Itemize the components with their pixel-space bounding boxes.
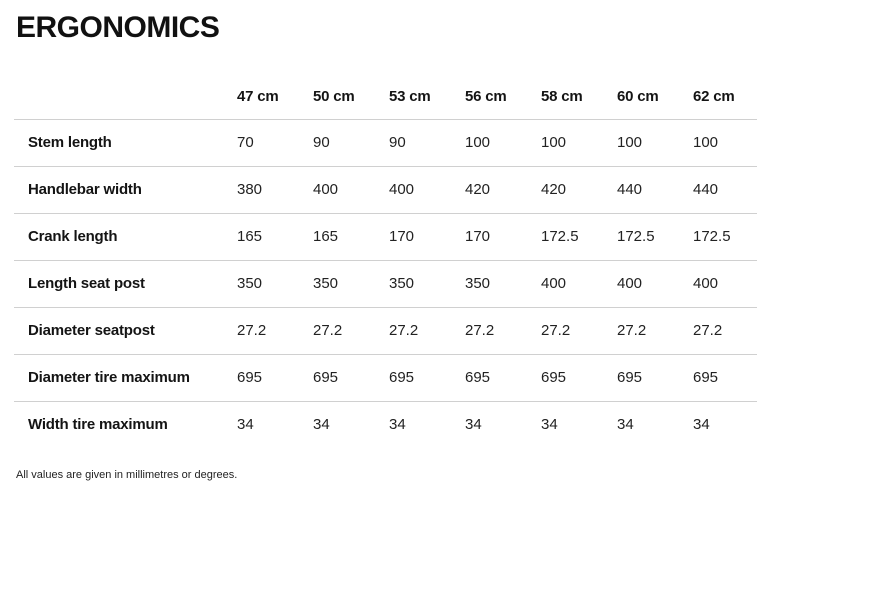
value-cell: 400 [541, 275, 567, 292]
row-label: Diameter seatpost [28, 322, 155, 339]
value-cell: 90 [389, 134, 406, 151]
value-cell: 34 [465, 416, 482, 434]
ergonomics-table [14, 74, 757, 448]
value-cell: 27.2 [541, 322, 571, 339]
value-cell: 420 [541, 181, 567, 198]
value-cell: 350 [313, 275, 339, 292]
value-cell: 165 [237, 228, 263, 245]
value-cell: 170 [465, 228, 491, 245]
value-cell: 695 [693, 369, 719, 386]
row-label: Stem length [28, 134, 112, 151]
table-row [14, 119, 757, 166]
value-cell: 27.2 [237, 322, 267, 339]
value-cell: 27.2 [693, 322, 723, 339]
value-cell: 350 [389, 275, 415, 292]
value-cell: 400 [313, 181, 339, 198]
value-cell: 695 [237, 369, 263, 386]
value-cell: 90 [313, 134, 330, 151]
value-cell: 34 [541, 416, 558, 434]
value-cell: 34 [693, 416, 710, 434]
value-cell: 350 [237, 275, 263, 292]
value-cell: 172.5 [693, 228, 731, 245]
row-label: Diameter tire maximum [28, 369, 190, 386]
size-header: 58 cm [541, 87, 583, 105]
size-header: 50 cm [313, 87, 355, 105]
page-title: ERGONOMICS [16, 11, 220, 44]
table-row [14, 260, 757, 307]
value-cell: 440 [617, 181, 643, 198]
size-header: 62 cm [693, 87, 735, 105]
table-row [14, 401, 757, 448]
value-cell: 165 [313, 228, 339, 245]
row-label: Length seat post [28, 275, 145, 292]
value-cell: 695 [541, 369, 567, 386]
value-cell: 695 [465, 369, 491, 386]
table-footnote: All values are given in millimetres or degrees. [16, 469, 238, 481]
value-cell: 27.2 [313, 322, 343, 339]
value-cell: 34 [617, 416, 634, 434]
value-cell: 400 [389, 181, 415, 198]
value-cell: 100 [693, 134, 719, 151]
value-cell: 170 [389, 228, 415, 245]
value-cell: 100 [541, 134, 567, 151]
size-header: 56 cm [465, 87, 507, 105]
value-cell: 380 [237, 181, 263, 198]
value-cell: 27.2 [465, 322, 495, 339]
corner-cell [14, 74, 237, 119]
size-header: 53 cm [389, 87, 431, 105]
value-cell: 420 [465, 181, 491, 198]
value-cell: 400 [693, 275, 719, 292]
size-header: 47 cm [237, 87, 279, 105]
table-row [14, 213, 757, 260]
row-label: Crank length [28, 228, 118, 245]
value-cell: 27.2 [617, 322, 647, 339]
size-header: 60 cm [617, 87, 659, 105]
value-cell: 350 [465, 275, 491, 292]
value-cell: 172.5 [617, 228, 655, 245]
value-cell: 440 [693, 181, 719, 198]
value-cell: 34 [313, 416, 330, 434]
table-row [14, 166, 757, 213]
row-label: Handlebar width [28, 181, 142, 198]
table-body [14, 119, 757, 448]
table-header-row [14, 74, 757, 119]
table-row [14, 354, 757, 401]
value-cell: 70 [237, 134, 254, 151]
value-cell: 400 [617, 275, 643, 292]
value-cell: 27.2 [389, 322, 419, 339]
row-label: Width tire maximum [28, 416, 168, 434]
value-cell: 100 [617, 134, 643, 151]
value-cell: 695 [389, 369, 415, 386]
value-cell: 172.5 [541, 228, 579, 245]
value-cell: 695 [617, 369, 643, 386]
value-cell: 34 [389, 416, 406, 434]
value-cell: 100 [465, 134, 491, 151]
table-row [14, 307, 757, 354]
value-cell: 695 [313, 369, 339, 386]
value-cell: 34 [237, 416, 254, 434]
